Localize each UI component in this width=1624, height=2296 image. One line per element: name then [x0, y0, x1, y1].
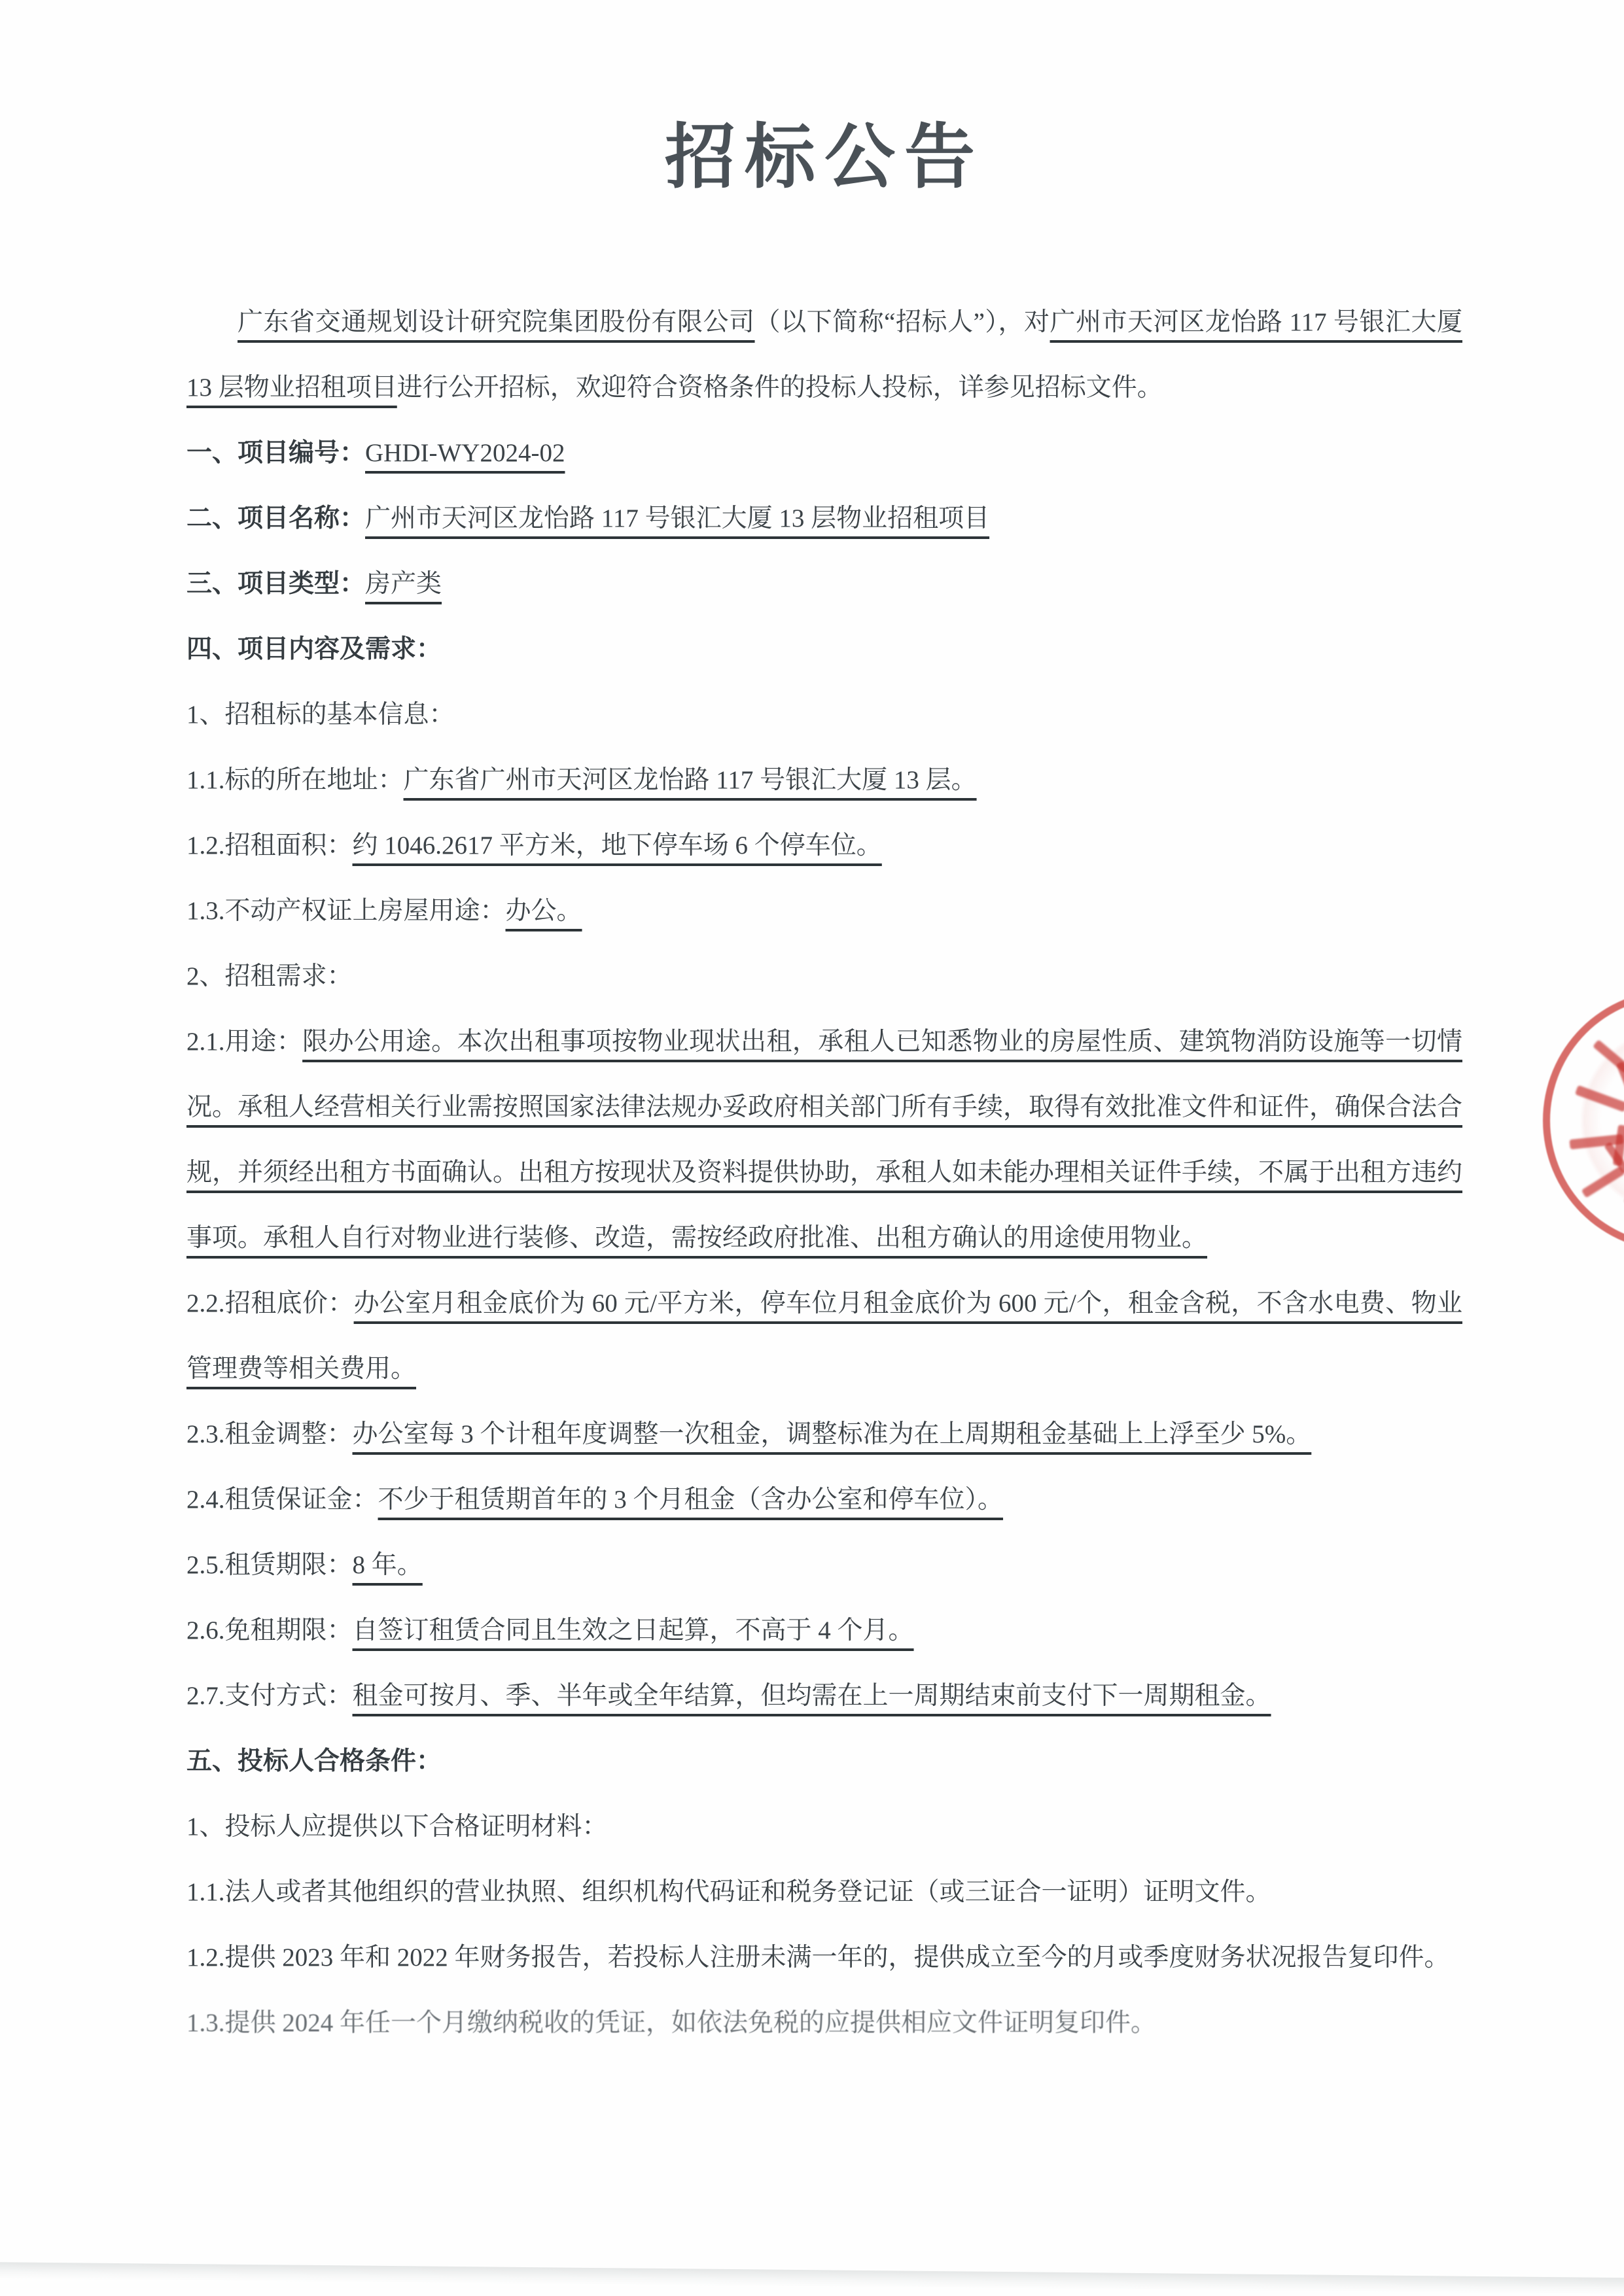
- paragraph-14: [186, 1467, 1462, 1533]
- underlined-text: 限办公用途。本次出租事项按物业现状出租，承租人已知悉物业的房屋性质、建筑物消防设施等一切情况。承租人经营相关行业需按照国家法律法规办妥政府相关部门所有手续，取得有效批准文件和证件，确保合法合规，并须经出租方书面确认。出租方按现状及资料提供协助，承租人如未能办理相关证件手续，不属于出租方违约事项。承租人自行对物业进行装修、改造，需按经政府批准、出租方确认的用途使用物业。: [186, 1027, 1463, 1252]
- underlined-text: 广东省广州市天河区龙怡路 117 号银汇大厦 13 层。: [403, 765, 977, 794]
- paragraph-12: [186, 1271, 1462, 1402]
- text-run: 2.3.租金调整：: [186, 1419, 353, 1448]
- paragraph-8: [186, 813, 1462, 878]
- text-run: 2.4.租赁保证金：: [186, 1485, 378, 1514]
- paragraph-1: [186, 290, 1462, 421]
- text-run: 1.2.招租面积：: [186, 831, 353, 860]
- underlined-text: 约 1046.2617 平方米，地下停车场 6 个停车位。: [352, 831, 882, 860]
- text-run: 2.6.免租期限：: [186, 1616, 353, 1644]
- document-title: 招标公告: [664, 117, 984, 196]
- bold-section-label: 四、项目内容及需求：: [186, 635, 442, 663]
- paragraph-11: [186, 1009, 1462, 1271]
- paragraph-20: [186, 1860, 1462, 1925]
- seal-glyph-fragment: [1581, 1166, 1624, 1198]
- paragraph-19: [186, 1794, 1462, 1860]
- paragraph-16: [186, 1598, 1462, 1663]
- text-run: 1、招租标的基本信息：: [186, 700, 455, 729]
- bold-section-label: 二、项目名称：: [186, 504, 366, 532]
- paragraph-9: [186, 878, 1462, 944]
- text-run: 2.1.用途：: [186, 1027, 303, 1056]
- text-run: 2、招租需求：: [186, 962, 353, 990]
- underlined-text: 办公。: [505, 896, 582, 925]
- underlined-text: 租金可按月、季、半年或全年结算，但均需在上一周期结束前支付下一周期租金。: [352, 1681, 1271, 1710]
- text-run: 1.3.提供 2024 年任一个月缴纳税收的凭证，如依法免税的应提供相应文件证明复印件。: [186, 2008, 1157, 2037]
- underlined-text: 房产类: [365, 569, 442, 598]
- text-run: 进行公开招标，欢迎符合资格条件的投标人投标，详参见招标文件。: [397, 373, 1163, 402]
- document-body: [186, 290, 1462, 2056]
- text-run: 2.5.租赁期限：: [186, 1550, 353, 1579]
- underlined-text: 不少于租赁期首年的 3 个月租金（含办公室和停车位）。: [378, 1485, 1004, 1514]
- official-red-seal-partial: [1543, 990, 1624, 1251]
- paragraph-4: [186, 551, 1462, 617]
- bold-section-label: 一、项目编号：: [186, 438, 366, 467]
- seal-glyph-fragment: [1575, 1085, 1624, 1112]
- paragraph-21: [186, 1925, 1462, 1991]
- paragraph-18: [186, 1729, 1462, 1794]
- bold-section-label: 五、投标人合格条件：: [186, 1747, 442, 1775]
- text-run: 2.2.招租底价：: [186, 1289, 354, 1317]
- paragraph-3: [186, 486, 1462, 551]
- paragraph-10: [186, 944, 1462, 1009]
- paragraph-2: [186, 421, 1462, 486]
- underlined-text: 广东省交通规划设计研究院集团股份有限公司: [238, 307, 755, 336]
- paragraph-13: [186, 1402, 1462, 1467]
- underlined-text: 广州市天河区龙怡路 117 号银汇大厦 13 层物业招租项目: [365, 504, 990, 532]
- underlined-text: 8 年。: [352, 1550, 423, 1579]
- paragraph-15: [186, 1533, 1462, 1598]
- underlined-text: 广州市天河区龙怡路 117 号银汇大厦 13 层物业招租项目: [186, 307, 1462, 402]
- text-run: 1.3.不动产权证上房屋用途：: [186, 896, 506, 925]
- underlined-text: GHDI-WY2024-02: [365, 438, 565, 467]
- paragraph-7: [186, 748, 1462, 813]
- paragraph-22: [186, 1991, 1462, 2056]
- text-run: 2.7.支付方式：: [186, 1681, 353, 1710]
- underlined-text: 办公室每 3 个计租年度调整一次租金，调整标准为在上周期租金基础上上浮至少 5%。: [352, 1419, 1312, 1448]
- text-run: 1.1.法人或者其他组织的营业执照、组织机构代码证和税务登记证（或三证合一证明）证明文件。: [186, 1877, 1271, 1906]
- paragraph-17: [186, 1663, 1462, 1729]
- text-run: 1、投标人应提供以下合格证明材料：: [186, 1812, 608, 1841]
- underlined-text: 自签订租赁合同且生效之日起算，不高于 4 个月。: [352, 1616, 914, 1644]
- paragraph-6: [186, 682, 1462, 748]
- bold-section-label: 三、项目类型：: [186, 569, 366, 598]
- text-run: 1.1.标的所在地址：: [186, 765, 404, 794]
- text-run: 1.2.提供 2023 年和 2022 年财务报告，若投标人注册未满一年的，提供成立至今的月或季度财务状况报告复印件。: [186, 1943, 1450, 1972]
- paragraph-5: [186, 617, 1462, 682]
- text-run: （以下简称“招标人”），对: [754, 307, 1050, 336]
- scan-edge-shadow: [0, 2262, 1624, 2295]
- seal-glyph-fragment: [1616, 1061, 1624, 1092]
- underlined-text: 办公室月租金底价为 60 元/平方米，停车位月租金底价为 600 元/个，租金含税，不含水电费、物业管理费等相关费用。: [186, 1289, 1462, 1383]
